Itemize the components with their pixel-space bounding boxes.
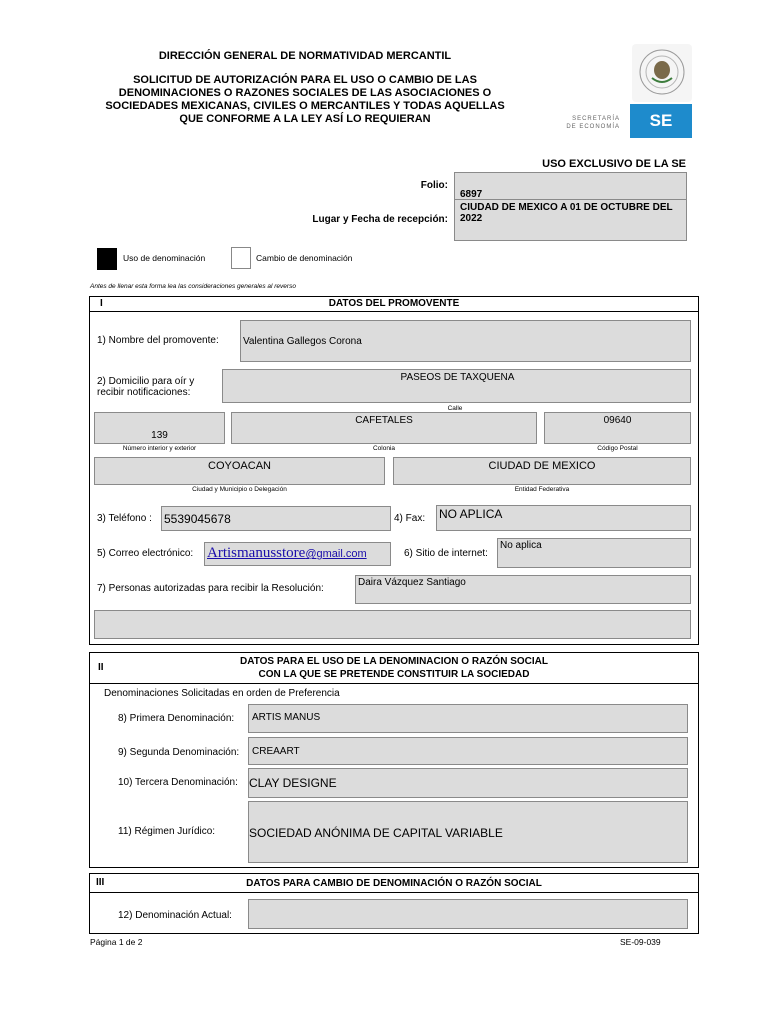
correo-field[interactable] bbox=[204, 542, 391, 566]
primera-denominacion-field[interactable] bbox=[248, 704, 688, 733]
personas-label: 7) Personas autorizadas para recibir la Resolución: bbox=[97, 583, 324, 594]
se-logo-badge: SE bbox=[630, 104, 692, 138]
folio-label: Folio: bbox=[420, 180, 448, 191]
section-3-number: III bbox=[96, 877, 105, 888]
denominacion-actual-field[interactable] bbox=[248, 899, 688, 929]
denominacion-actual-label: 12) Denominación Actual: bbox=[118, 910, 232, 921]
cambio-denominacion-checkbox[interactable] bbox=[231, 247, 251, 269]
mexico-seal-logo bbox=[632, 44, 692, 102]
tercera-denominacion-value: CLAY DESIGNE bbox=[249, 776, 337, 790]
ciudad-caption: Ciudad y Municipio o Delegación bbox=[192, 486, 287, 493]
uso-denominacion-checkbox[interactable] bbox=[97, 248, 117, 270]
colonia-value: CAFETALES bbox=[355, 415, 413, 426]
correo-link[interactable]: Artismanusstore@gmail.com bbox=[207, 545, 367, 561]
section-1-title: DATOS DEL PROMOVENTE bbox=[328, 298, 460, 309]
regimen-label: 11) Régimen Jurídico: bbox=[118, 826, 216, 837]
tercera-denominacion-label: 10) Tercera Denominación: bbox=[118, 777, 238, 788]
secretaria-logo-text: SECRETARÍA DE ECONOMÍA bbox=[566, 116, 620, 130]
segunda-denominacion-label: 9) Segunda Denominación: bbox=[118, 747, 240, 758]
telefono-label: 3) Teléfono : bbox=[97, 513, 152, 524]
sitio-label: 6) Sitio de internet: bbox=[404, 548, 488, 559]
calle-value: PASEOS DE TAXQUENA bbox=[400, 372, 515, 383]
correo-label: 5) Correo electrónico: bbox=[97, 548, 194, 559]
entidad-value: CIUDAD DE MEXICO bbox=[488, 460, 596, 472]
primera-denominacion-value: ARTIS MANUS bbox=[252, 712, 321, 723]
section-3-header bbox=[90, 874, 698, 893]
segunda-denominacion-value: CREAART bbox=[252, 746, 300, 757]
regimen-field[interactable] bbox=[248, 801, 688, 863]
fax-label: 4) Fax: bbox=[394, 513, 426, 524]
regimen-value: SOCIEDAD ANÓNIMA DE CAPITAL VARIABLE bbox=[249, 826, 503, 840]
form-title: DIRECCIÓN GENERAL DE NORMATIVIDAD MERCANTIL bbox=[158, 50, 452, 62]
entidad-field[interactable] bbox=[393, 457, 691, 485]
ciudad-field[interactable] bbox=[94, 457, 385, 485]
exclusive-use-title: USO EXCLUSIVO DE LA SE bbox=[542, 158, 686, 170]
telefono-field[interactable] bbox=[161, 506, 391, 531]
numero-caption: Número interior y exterior bbox=[122, 445, 197, 452]
personas-field[interactable] bbox=[355, 575, 691, 604]
sitio-field[interactable] bbox=[497, 538, 691, 568]
nombre-label: 1) Nombre del promovente: bbox=[97, 335, 219, 346]
page-number: Página 1 de 2 bbox=[90, 937, 143, 947]
cambio-denominacion-label: Cambio de denominación bbox=[256, 253, 353, 263]
domicilio-label: 2) Domicilio para oír y recibir notificaciones: bbox=[97, 376, 195, 398]
section-1-header bbox=[90, 297, 698, 312]
codigo-postal-field[interactable] bbox=[544, 412, 691, 444]
ciudad-value: COYOACAN bbox=[208, 460, 271, 472]
instructions-note: Antes de llenar esta forma lea las consideraciones generales al reverso bbox=[90, 283, 296, 290]
form-code: SE-09-039 bbox=[620, 937, 661, 947]
subtitle-line-2: DENOMINACIONES O RAZONES SOCIALES DE LAS ASOCIACIONES O bbox=[118, 87, 492, 99]
exclusive-use-box bbox=[454, 172, 687, 241]
subtitle-line-1: SOLICITUD DE AUTORIZACIÓN PARA EL USO O CAMBIO DE LAS bbox=[133, 74, 477, 86]
uso-denominacion-label: Uso de denominación bbox=[123, 253, 206, 263]
primera-denominacion-label: 8) Primera Denominación: bbox=[118, 713, 235, 724]
section-2-header bbox=[90, 653, 698, 684]
denominaciones-intro: Denominaciones Solicitadas en orden de Preferencia bbox=[104, 688, 340, 699]
sitio-value: No aplica bbox=[500, 540, 542, 551]
numero-field[interactable] bbox=[94, 412, 225, 444]
section-2-number: II bbox=[98, 662, 104, 673]
form-subtitle bbox=[90, 74, 520, 126]
subtitle-line-3: SOCIEDADES MEXICANAS, CIVILES O MERCANTILES Y TODAS AQUELLAS bbox=[105, 100, 505, 112]
telefono-value: 5539045678 bbox=[164, 512, 231, 526]
reception-place-value: CIUDAD DE MEXICO A 01 DE OCTUBRE DEL 2022 bbox=[460, 202, 673, 224]
section-3-title: DATOS PARA CAMBIO DE DENOMINACIÓN O RAZÓN SOCIAL bbox=[246, 878, 542, 889]
entidad-caption: Entidad Federativa bbox=[514, 486, 570, 493]
exclusive-divider bbox=[455, 199, 686, 200]
segunda-denominacion-field[interactable] bbox=[248, 737, 688, 765]
fax-field[interactable] bbox=[436, 505, 691, 531]
codigo-postal-value: 09640 bbox=[603, 415, 632, 426]
codigo-postal-caption: Código Postal bbox=[597, 445, 638, 452]
nombre-value: Valentina Gallegos Corona bbox=[243, 336, 362, 347]
colonia-field[interactable] bbox=[231, 412, 537, 444]
folio-value: 6897 bbox=[460, 189, 483, 200]
personas-extra-field[interactable] bbox=[94, 610, 691, 639]
section-1-number: I bbox=[100, 298, 103, 309]
calle-caption: Calle bbox=[447, 405, 463, 412]
subtitle-line-4: QUE CONFORME A LA LEY ASÍ LO REQUIERAN bbox=[179, 113, 431, 125]
personas-value: Daira Vázquez Santiago bbox=[358, 577, 466, 588]
fax-value: NO APLICA bbox=[439, 507, 503, 521]
numero-value: 139 bbox=[151, 430, 168, 441]
nombre-field[interactable] bbox=[240, 320, 691, 362]
calle-field[interactable] bbox=[222, 369, 691, 403]
section-2-title: DATOS PARA EL USO DE LA DENOMINACION O RAZÓN SOCIAL CON LA QUE SE PRETENDE CONSTITUIR LA SOCIEDAD bbox=[240, 656, 548, 680]
tercera-denominacion-field[interactable] bbox=[248, 768, 688, 798]
reception-place-label: Lugar y Fecha de recepción: bbox=[312, 214, 448, 225]
colonia-caption: Colonia bbox=[372, 445, 396, 452]
